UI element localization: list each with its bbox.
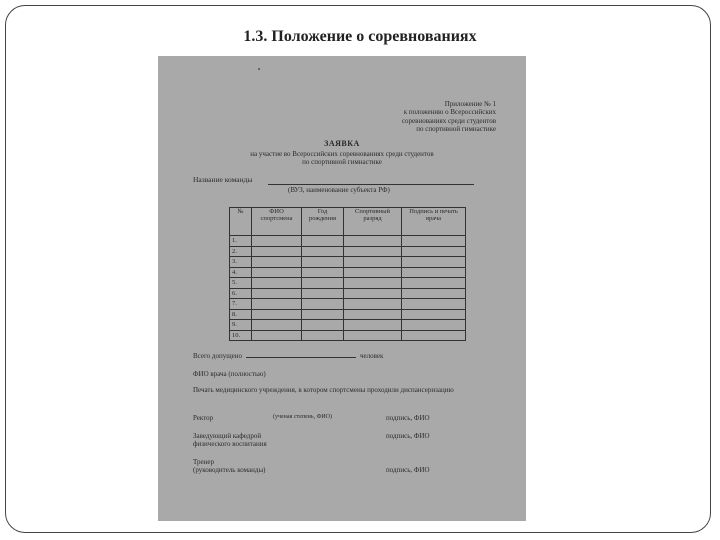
row-number: 7. <box>230 299 252 310</box>
row-number: 6. <box>230 288 252 299</box>
table-row <box>230 236 466 247</box>
coach-label-line: (руководитель команды) <box>193 466 266 475</box>
team-name-label: Название команды <box>193 175 253 184</box>
row-number: 2. <box>230 246 252 257</box>
slide-title: 1.3. Положение о соревнованиях <box>243 28 477 45</box>
row-number: 8. <box>230 309 252 320</box>
row-number: 3. <box>230 257 252 268</box>
rector-label: Ректор <box>193 414 214 422</box>
table-row <box>230 330 466 341</box>
col-header-number: № <box>230 208 252 236</box>
table-row <box>230 309 466 320</box>
col-header-doctor-sign: Подпись и печать врача <box>402 208 466 236</box>
coach-label-line: Тренер <box>193 458 214 466</box>
form-title: ЗАЯВКА <box>324 139 360 148</box>
form-subtitle <box>158 150 526 166</box>
col-header-birth-year: Год рождения <box>302 208 344 236</box>
head-signature: подпись, ФИО <box>386 432 430 440</box>
form-subtitle-line: по спортивной гимнастике <box>302 158 382 167</box>
table-row <box>230 246 466 257</box>
rector-signature: подпись, ФИО <box>386 414 430 422</box>
scanned-document <box>158 56 526 521</box>
head-label-line: Заведующий кафедрой <box>193 432 262 440</box>
head-of-department-label <box>193 432 267 449</box>
table-row <box>230 320 466 331</box>
coach-label <box>193 458 266 475</box>
athletes-table <box>229 207 466 341</box>
row-number: 10. <box>230 330 252 341</box>
appendix-line: Приложение № 1 <box>444 100 496 108</box>
row-number: 1. <box>230 236 252 247</box>
total-admitted-suffix: человек <box>359 352 384 360</box>
appendix-line: соревнованиях среди студентов <box>401 116 496 125</box>
head-label-line: физического воспитания <box>193 440 267 449</box>
table-row <box>230 278 466 289</box>
form-subtitle-line: на участие во Всероссийских соревнованиях среди студентов <box>250 150 434 158</box>
total-admitted-label: Всего допущено <box>193 352 242 360</box>
row-number: 5. <box>230 278 252 289</box>
table-row <box>230 288 466 299</box>
table-row <box>230 267 466 278</box>
scan-speck <box>258 68 260 70</box>
stamp-text: Печать медицинского учреждения, в котором спортсмены проходили диспансеризацию <box>193 386 454 394</box>
total-admitted <box>193 352 383 360</box>
table-row <box>230 299 466 310</box>
total-admitted-line <box>246 357 356 358</box>
appendix-line: по спортивной гимнастике <box>416 125 496 134</box>
appendix-line: к положению о Всероссийских <box>403 108 496 117</box>
col-header-rank: Спортивный разряд <box>344 208 402 236</box>
appendix-note <box>386 100 496 134</box>
team-name-hint: (ВУЗ, наименование субъекта РФ) <box>288 186 390 194</box>
table-row <box>230 257 466 268</box>
row-number: 9. <box>230 320 252 331</box>
row-number: 4. <box>230 267 252 278</box>
coach-signature: подпись, ФИО <box>386 466 430 474</box>
col-header-name: ФИО спортсмена <box>252 208 302 236</box>
team-name-line <box>268 184 474 185</box>
doctor-name-label: ФИО врача (полностью) <box>193 370 266 378</box>
rector-degree: (ученая степень, ФИО) <box>273 414 332 420</box>
table-header-row <box>230 208 466 236</box>
